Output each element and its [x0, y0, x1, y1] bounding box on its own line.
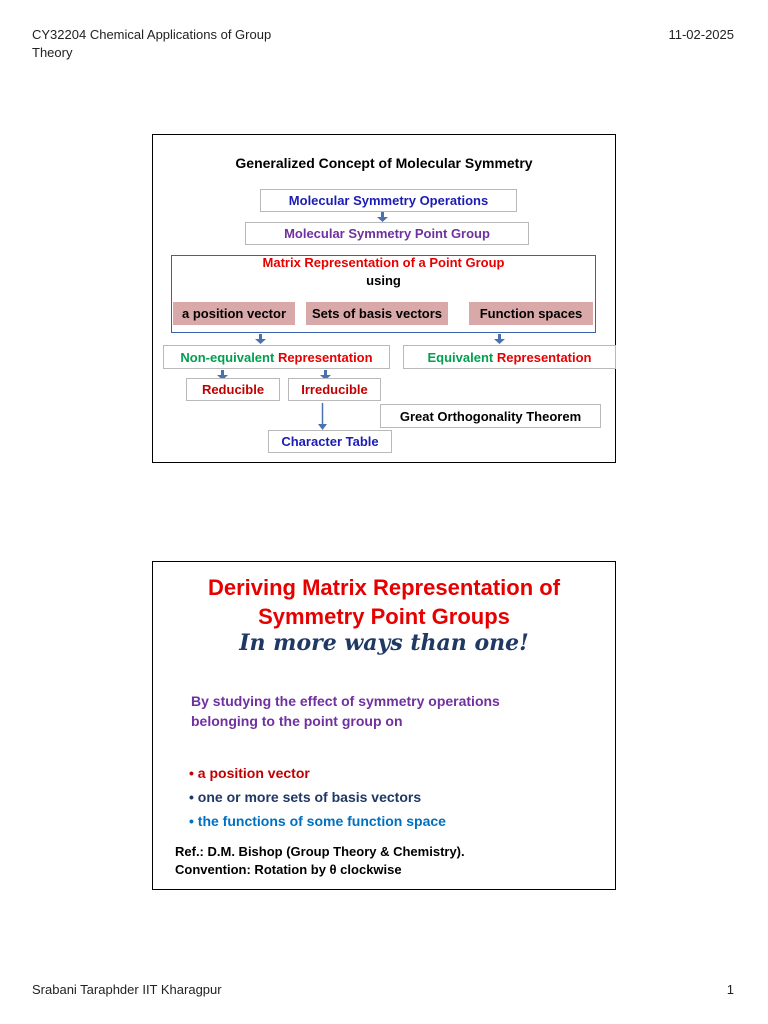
- basis-function-spaces: Function spaces: [469, 302, 593, 325]
- slide-2-title-line2: Symmetry Point Groups: [258, 604, 510, 629]
- slide-2-title: [153, 573, 615, 631]
- non-equivalent-label: Non-equivalent: [180, 349, 275, 365]
- slide-2: [152, 561, 616, 890]
- slide-2-intro-line2: belonging to the point group on: [191, 713, 403, 729]
- reference-line2: Convention: Rotation by θ clockwise: [175, 862, 402, 877]
- slide-2-intro: [191, 691, 500, 731]
- matrix-representation-label: Matrix Representation of a Point Group: [262, 255, 505, 270]
- author-footer: Srabani Taraphder IIT Kharagpur: [32, 982, 222, 997]
- box-reducible: Reducible: [186, 378, 280, 401]
- reference-line1: Ref.: D.M. Bishop (Group Theory & Chemistry).: [175, 844, 465, 859]
- representation-label: Representation: [496, 349, 592, 365]
- box-character-table: Character Table: [268, 430, 392, 453]
- bullet-text: a position vector: [197, 765, 310, 781]
- slide-2-intro-line1: By studying the effect of symmetry operations: [191, 693, 500, 709]
- box-non-equivalent-representation: [163, 345, 390, 369]
- slide-2-bullets: [189, 761, 446, 833]
- box-symmetry-operations: Molecular Symmetry Operations: [260, 189, 517, 212]
- slide-1-title: Generalized Concept of Molecular Symmetry: [235, 155, 533, 171]
- bullet-basis-vectors: • one or more sets of basis vectors: [189, 789, 422, 805]
- slide-2-reference: [175, 843, 465, 879]
- course-title: [32, 26, 271, 62]
- basis-sets-of-vectors: Sets of basis vectors: [306, 302, 448, 325]
- course-title-line1: CY32204 Chemical Applications of Group: [32, 27, 272, 42]
- bullet-text: one or more sets of basis vectors: [197, 789, 422, 805]
- basis-position-vector: a position vector: [173, 302, 295, 325]
- equivalent-label: Equivalent: [427, 349, 494, 365]
- course-title-line2: Theory: [32, 45, 73, 60]
- box-point-group: Molecular Symmetry Point Group: [245, 222, 529, 245]
- arrow-down-icon: [317, 403, 328, 431]
- box-great-orthogonality-theorem: Great Orthogonality Theorem: [380, 404, 601, 428]
- representation-label: Representation: [277, 349, 373, 365]
- slide-1: [152, 134, 616, 463]
- bullet-position-vector: • a position vector: [189, 765, 310, 781]
- box-irreducible: Irreducible: [288, 378, 381, 401]
- slide-2-title-line1: Deriving Matrix Representation of: [207, 575, 561, 600]
- bullet-text: the functions of some function space: [197, 813, 446, 829]
- using-label: using: [366, 273, 401, 288]
- slide-2-subtitle: In more ways than one!: [239, 630, 529, 656]
- date: 11-02-2025: [668, 27, 734, 42]
- bullet-function-space: • the functions of some function space: [189, 813, 446, 829]
- page-number: 1: [726, 982, 734, 997]
- box-equivalent-representation: [403, 345, 616, 369]
- arrow-down-icon: [494, 334, 506, 345]
- arrow-down-icon: [255, 334, 267, 345]
